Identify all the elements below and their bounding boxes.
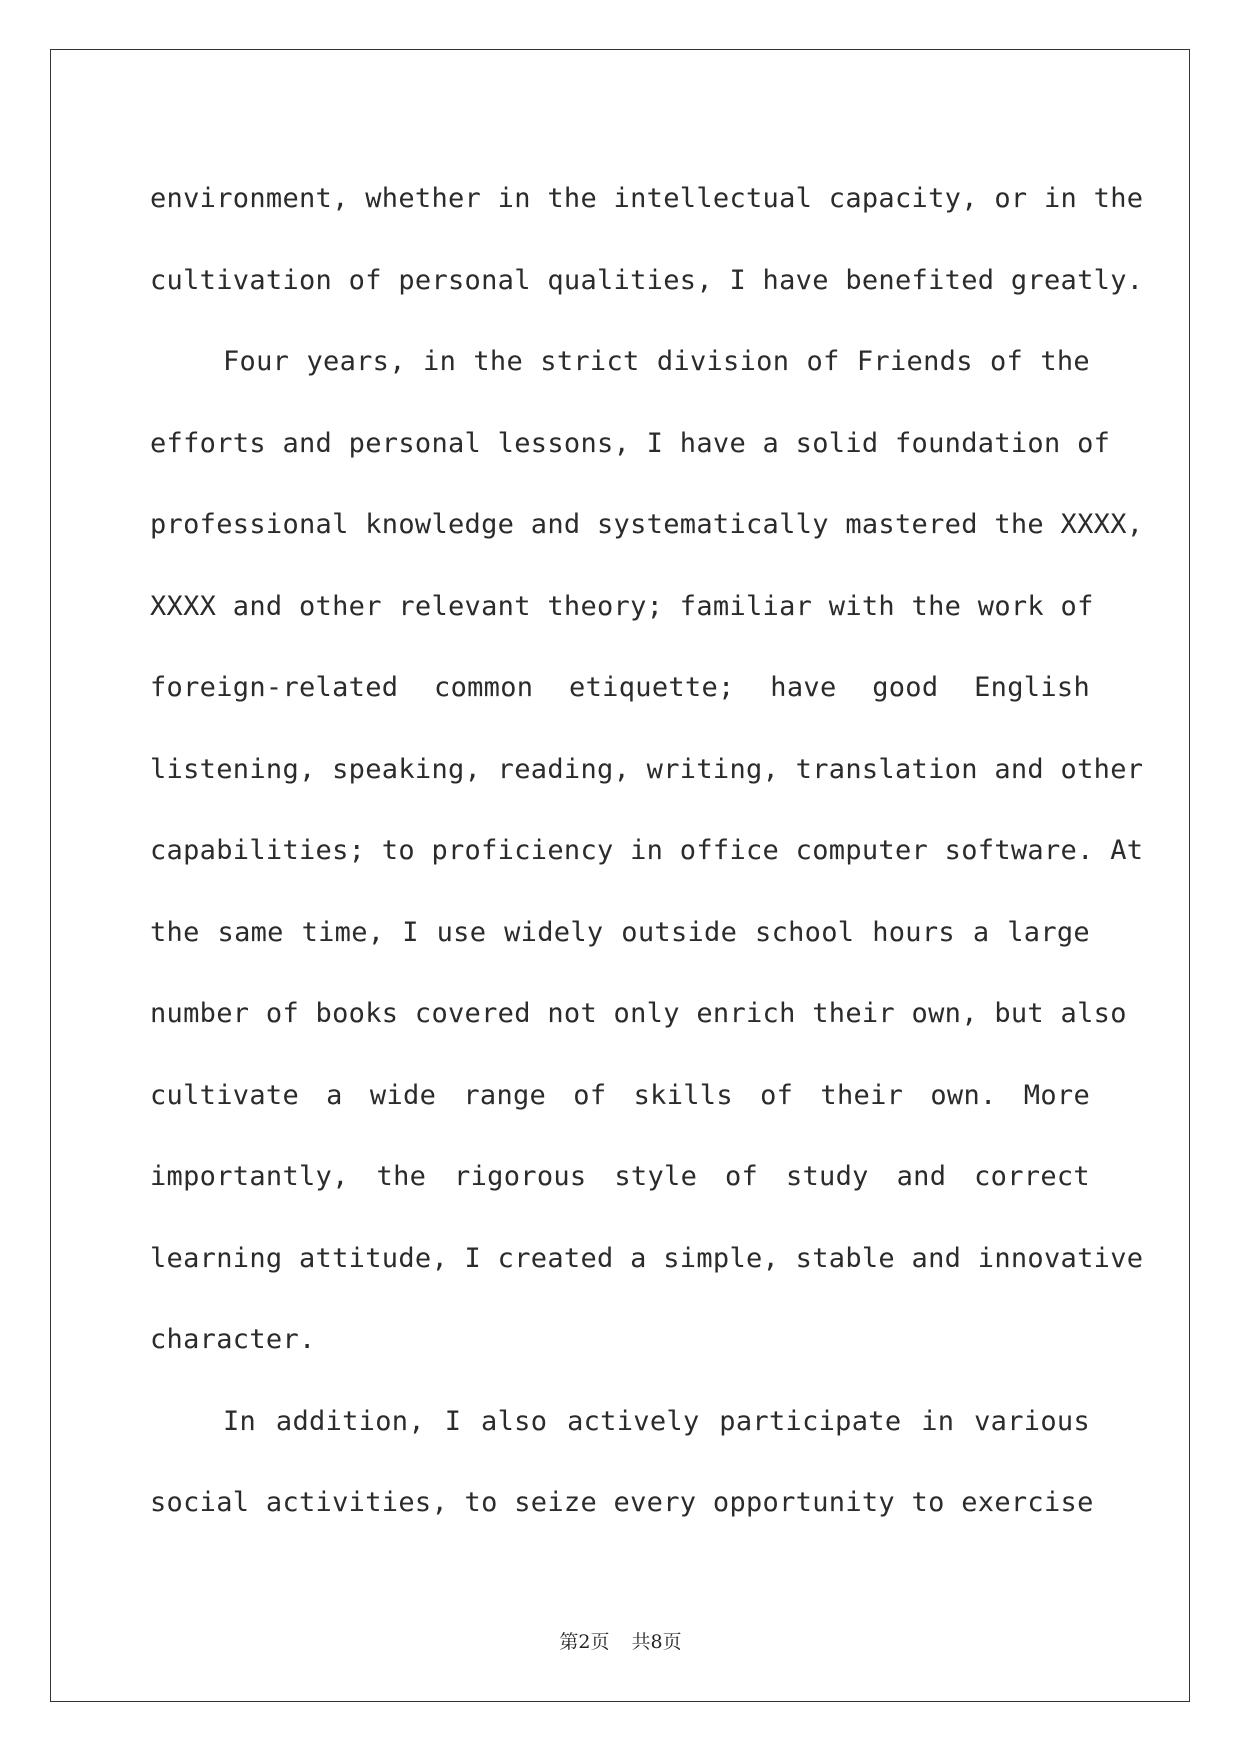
text-line: cultivation of personal qualities, I have benefited greatly.: [150, 264, 1144, 296]
text-line: the same time, I use widely outside school hours a large: [150, 916, 1090, 948]
text-line: importantly, the rigorous style of study and correct: [150, 1161, 1090, 1192]
text-line: In addition, I also actively participate in various: [223, 1405, 1090, 1437]
text-line: listening, speaking, reading, writing, translation and other: [150, 753, 1144, 785]
text-line: foreign-related common etiquette; have good English: [150, 672, 1090, 703]
text-line: character.: [150, 1324, 316, 1355]
text-line: XXXX and other relevant theory; familiar with the work of: [150, 590, 1094, 622]
page-footer: [0, 1627, 1241, 1654]
text-line: capabilities; to proficiency in office computer software. At: [150, 835, 1144, 866]
text-line: cultivate a wide range of skills of their own. More: [150, 1079, 1090, 1111]
page-number-current: 第2页: [559, 1631, 610, 1653]
text-line: social activities, to seize every opportunity to exercise: [150, 1487, 1094, 1518]
text-line: efforts and personal lessons, I have a solid foundation of: [150, 427, 1111, 459]
text-line: number of books covered not only enrich their own, but also: [150, 998, 1127, 1029]
text-line: Four years, in the strict division of Friends of the: [223, 346, 1090, 377]
text-line: professional knowledge and systematically mastered the XXXX,: [150, 509, 1144, 540]
text-line: learning attitude, I created a simple, stable and innovative: [150, 1242, 1144, 1274]
page-number-total: 共8页: [631, 1631, 682, 1653]
text-line: environment, whether in the intellectual capacity, or in the: [150, 183, 1144, 214]
document-body: [150, 158, 1144, 1544]
